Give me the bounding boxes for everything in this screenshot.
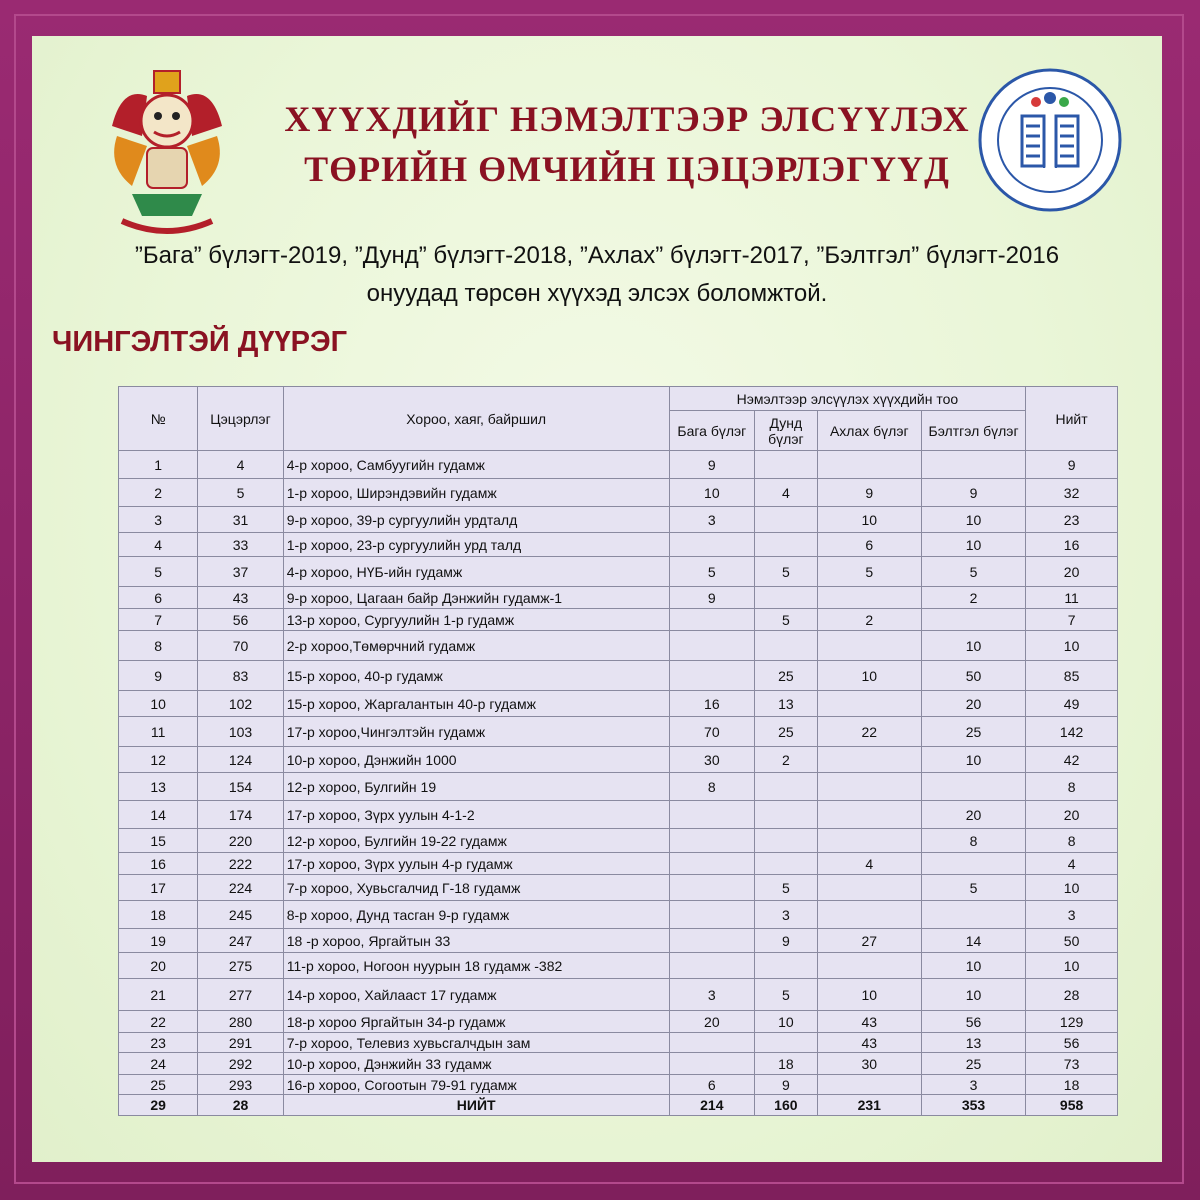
cell-akhlakh: 10 <box>817 507 921 533</box>
cell-baga <box>669 631 755 661</box>
cell-no: 7 <box>119 609 198 631</box>
cell-beltgel: 10 <box>921 631 1025 661</box>
cell-total: 20 <box>1026 801 1118 829</box>
cell-beltgel: 5 <box>921 875 1025 901</box>
cell-kg: 56 <box>198 609 284 631</box>
cell-addr: 7-р хороо, Телевиз хувьсгалчдын зам <box>283 1033 669 1053</box>
cell-beltgel <box>921 853 1025 875</box>
cell-akhlakh: 22 <box>817 717 921 747</box>
cell-akhlakh: 43 <box>817 1011 921 1033</box>
cell-kg: 220 <box>198 829 284 853</box>
header-no: № <box>119 387 198 451</box>
cell-no: 8 <box>119 631 198 661</box>
cell-baga: 9 <box>669 587 755 609</box>
cell-baga: 70 <box>669 717 755 747</box>
cell-kg: 70 <box>198 631 284 661</box>
cell-addr: 1-р хороо, 23-р сургуулийн урд талд <box>283 533 669 557</box>
cell-akhlakh <box>817 587 921 609</box>
cell-addr: 17-р хороо, Зүрх уулын 4-р гудамж <box>283 853 669 875</box>
cell-beltgel: 10 <box>921 507 1025 533</box>
cell-beltgel <box>921 451 1025 479</box>
table-row <box>119 979 1118 1011</box>
cell-beltgel: 10 <box>921 979 1025 1011</box>
cell-baga <box>669 1053 755 1075</box>
kindergarten-table <box>118 386 1118 1116</box>
table-row <box>119 875 1118 901</box>
cell-dund: 5 <box>755 609 818 631</box>
cell-total: 10 <box>1026 631 1118 661</box>
cell-akhlakh <box>817 691 921 717</box>
cell-no: 9 <box>119 661 198 691</box>
cell-akhlakh <box>817 801 921 829</box>
cell-dund <box>755 801 818 829</box>
cell-baga <box>669 829 755 853</box>
cell-total: 50 <box>1026 929 1118 953</box>
table-row <box>119 451 1118 479</box>
cell-addr: 17-р хороо, Зүрх уулын 4-1-2 <box>283 801 669 829</box>
cell-akhlakh <box>817 747 921 773</box>
table-row <box>119 853 1118 875</box>
cell-total: 49 <box>1026 691 1118 717</box>
cell-beltgel: 10 <box>921 533 1025 557</box>
cell-baga <box>669 875 755 901</box>
cell-kg: 174 <box>198 801 284 829</box>
cell-dund <box>755 829 818 853</box>
cell-kg: 83 <box>198 661 284 691</box>
cell-no: 11 <box>119 717 198 747</box>
header-dund: Дунд бүлэг <box>755 411 818 451</box>
cell-dund <box>755 533 818 557</box>
cell-total: 10 <box>1026 953 1118 979</box>
table-row <box>119 829 1118 853</box>
table-row <box>119 717 1118 747</box>
cell-baga: 10 <box>669 479 755 507</box>
cell-akhlakh: 6 <box>817 533 921 557</box>
cell-total: 18 <box>1026 1075 1118 1095</box>
cell-beltgel: 8 <box>921 829 1025 853</box>
cell-kg: 224 <box>198 875 284 901</box>
header-beltgel: Бэлтгэл бүлэг <box>921 411 1025 451</box>
header-kindergarten: Цэцэрлэг <box>198 387 284 451</box>
table-row <box>119 1011 1118 1033</box>
cell-beltgel: 10 <box>921 747 1025 773</box>
cell-addr: 14-р хороо, Хайлааст 17 гудамж <box>283 979 669 1011</box>
cell-beltgel: 9 <box>921 479 1025 507</box>
table-row <box>119 1075 1118 1095</box>
cell-kg: 4 <box>198 451 284 479</box>
cell-addr: 12-р хороо, Булгийн 19-22 гудамж <box>283 829 669 853</box>
cell-addr: 18 -р хороо, Яргайтын 33 <box>283 929 669 953</box>
cell-kg: 277 <box>198 979 284 1011</box>
table-header <box>119 387 1118 451</box>
cell-akhlakh: 4 <box>817 853 921 875</box>
cell-addr: 17-р хороо,Чингэлтэйн гудамж <box>283 717 669 747</box>
cell-total: 10 <box>1026 875 1118 901</box>
cell-total: 4 <box>1026 853 1118 875</box>
cell-addr: 9-р хороо, Цагаан байр Дэнжийн гудамж-1 <box>283 587 669 609</box>
cell-dund <box>755 631 818 661</box>
cell-total: 129 <box>1026 1011 1118 1033</box>
cell-kg: 33 <box>198 533 284 557</box>
cell-total: 16 <box>1026 533 1118 557</box>
cell-no: 24 <box>119 1053 198 1075</box>
total-cell-kg: 28 <box>198 1095 284 1116</box>
cell-no: 4 <box>119 533 198 557</box>
cell-beltgel: 20 <box>921 801 1025 829</box>
cell-no: 5 <box>119 557 198 587</box>
education-department-logo-icon <box>978 68 1122 212</box>
cell-beltgel: 56 <box>921 1011 1025 1033</box>
cell-total: 11 <box>1026 587 1118 609</box>
cell-addr: 15-р хороо, Жаргалантын 40-р гудамж <box>283 691 669 717</box>
total-cell-addr: НИЙТ <box>283 1095 669 1116</box>
cell-baga <box>669 533 755 557</box>
total-cell-no: 29 <box>119 1095 198 1116</box>
cell-akhlakh: 2 <box>817 609 921 631</box>
cell-baga <box>669 801 755 829</box>
coat-of-arms-icon <box>102 66 232 236</box>
table-row <box>119 533 1118 557</box>
cell-akhlakh: 5 <box>817 557 921 587</box>
page-title-line-1: ХҮҮХДИЙГ НЭМЭЛТЭЭР ЭЛСҮҮЛЭХ <box>284 99 970 139</box>
cell-beltgel: 5 <box>921 557 1025 587</box>
page-title-line-2: ТӨРИЙН ӨМЧИЙН ЦЭЦЭРЛЭГҮҮД <box>304 149 950 189</box>
cell-beltgel: 14 <box>921 929 1025 953</box>
content-panel <box>32 36 1162 1162</box>
cell-no: 14 <box>119 801 198 829</box>
cell-no: 25 <box>119 1075 198 1095</box>
cell-addr: 10-р хороо, Дэнжийн 33 гудамж <box>283 1053 669 1075</box>
cell-no: 13 <box>119 773 198 801</box>
cell-kg: 247 <box>198 929 284 953</box>
cell-akhlakh <box>817 451 921 479</box>
cell-akhlakh: 27 <box>817 929 921 953</box>
cell-beltgel <box>921 773 1025 801</box>
cell-kg: 222 <box>198 853 284 875</box>
cell-beltgel <box>921 901 1025 929</box>
cell-total: 73 <box>1026 1053 1118 1075</box>
table-row <box>119 507 1118 533</box>
table-row <box>119 691 1118 717</box>
cell-no: 1 <box>119 451 198 479</box>
table-row <box>119 901 1118 929</box>
cell-akhlakh <box>817 875 921 901</box>
cell-no: 21 <box>119 979 198 1011</box>
header-baga: Бага бүлэг <box>669 411 755 451</box>
cell-beltgel: 13 <box>921 1033 1025 1053</box>
cell-total: 7 <box>1026 609 1118 631</box>
cell-dund <box>755 587 818 609</box>
table-row <box>119 557 1118 587</box>
header-group: Нэмэлтээр элсүүлэх хүүхдийн тоо <box>669 387 1026 411</box>
cell-akhlakh: 10 <box>817 661 921 691</box>
cell-akhlakh <box>817 773 921 801</box>
total-cell-dund: 160 <box>755 1095 818 1116</box>
cell-dund: 9 <box>755 1075 818 1095</box>
cell-dund: 5 <box>755 557 818 587</box>
cell-total: 8 <box>1026 773 1118 801</box>
header-total: Нийт <box>1026 387 1118 451</box>
cell-baga: 8 <box>669 773 755 801</box>
cell-akhlakh: 10 <box>817 979 921 1011</box>
cell-addr: 4-р хороо, Самбуугийн гудамж <box>283 451 669 479</box>
cell-baga: 30 <box>669 747 755 773</box>
total-cell-akhlakh: 231 <box>817 1095 921 1116</box>
table-row <box>119 1053 1118 1075</box>
cell-baga: 9 <box>669 451 755 479</box>
cell-addr: 8-р хороо, Дунд тасган 9-р гудамж <box>283 901 669 929</box>
cell-no: 10 <box>119 691 198 717</box>
cell-kg: 5 <box>198 479 284 507</box>
cell-kg: 280 <box>198 1011 284 1033</box>
cell-kg: 103 <box>198 717 284 747</box>
cell-dund: 9 <box>755 929 818 953</box>
table-row <box>119 747 1118 773</box>
cell-kg: 245 <box>198 901 284 929</box>
cell-total: 9 <box>1026 451 1118 479</box>
table-row <box>119 661 1118 691</box>
cell-dund <box>755 1033 818 1053</box>
cell-dund <box>755 451 818 479</box>
cell-no: 17 <box>119 875 198 901</box>
cell-akhlakh: 30 <box>817 1053 921 1075</box>
cell-dund: 18 <box>755 1053 818 1075</box>
cell-dund <box>755 853 818 875</box>
cell-dund: 5 <box>755 979 818 1011</box>
table-row <box>119 479 1118 507</box>
cell-baga <box>669 901 755 929</box>
cell-total: 3 <box>1026 901 1118 929</box>
cell-dund: 13 <box>755 691 818 717</box>
table-body <box>119 451 1118 1116</box>
table-row <box>119 773 1118 801</box>
table-row <box>119 801 1118 829</box>
cell-addr: 10-р хороо, Дэнжийн 1000 <box>283 747 669 773</box>
cell-kg: 124 <box>198 747 284 773</box>
cell-baga <box>669 661 755 691</box>
cell-akhlakh: 9 <box>817 479 921 507</box>
cell-addr: 9-р хороо, 39-р сургуулийн урдталд <box>283 507 669 533</box>
cell-total: 8 <box>1026 829 1118 853</box>
cell-baga: 20 <box>669 1011 755 1033</box>
cell-no: 3 <box>119 507 198 533</box>
cell-dund: 25 <box>755 717 818 747</box>
cell-addr: 7-р хороо, Хувьсгалчид Г-18 гудамж <box>283 875 669 901</box>
cell-dund <box>755 773 818 801</box>
notice-line-2: онуудад төрсөн хүүхэд элсэх боломжтой. <box>366 280 828 307</box>
cell-baga <box>669 853 755 875</box>
cell-kg: 275 <box>198 953 284 979</box>
header-address: Хороо, хаяг, байршил <box>283 387 669 451</box>
cell-akhlakh <box>817 953 921 979</box>
total-cell-total: 958 <box>1026 1095 1118 1116</box>
cell-baga: 3 <box>669 979 755 1011</box>
cell-total: 142 <box>1026 717 1118 747</box>
table-total-row <box>119 1095 1118 1116</box>
cell-no: 23 <box>119 1033 198 1053</box>
cell-akhlakh <box>817 829 921 853</box>
cell-beltgel: 2 <box>921 587 1025 609</box>
cell-baga <box>669 953 755 979</box>
cell-addr: 12-р хороо, Булгийн 19 <box>283 773 669 801</box>
table-row <box>119 953 1118 979</box>
cell-baga: 5 <box>669 557 755 587</box>
cell-addr: 4-р хороо, НҮБ-ийн гудамж <box>283 557 669 587</box>
cell-baga <box>669 609 755 631</box>
cell-beltgel: 10 <box>921 953 1025 979</box>
kindergarten-table-wrap <box>118 386 1118 1116</box>
cell-total: 56 <box>1026 1033 1118 1053</box>
cell-dund: 5 <box>755 875 818 901</box>
cell-kg: 37 <box>198 557 284 587</box>
cell-akhlakh <box>817 901 921 929</box>
district-heading: ЧИНГЭЛТЭЙ ДҮҮРЭГ <box>52 326 348 358</box>
cell-total: 32 <box>1026 479 1118 507</box>
cell-kg: 292 <box>198 1053 284 1075</box>
cell-dund: 10 <box>755 1011 818 1033</box>
cell-baga: 16 <box>669 691 755 717</box>
cell-no: 18 <box>119 901 198 929</box>
cell-dund: 3 <box>755 901 818 929</box>
cell-total: 23 <box>1026 507 1118 533</box>
cell-dund: 4 <box>755 479 818 507</box>
cell-addr: 2-р хороо,Төмөрчний гудамж <box>283 631 669 661</box>
table-row <box>119 1033 1118 1053</box>
cell-addr: 16-р хороо, Согоотын 79-91 гудамж <box>283 1075 669 1095</box>
cell-addr: 11-р хороо, Ногоон нуурын 18 гудамж -382 <box>283 953 669 979</box>
cell-beltgel: 25 <box>921 1053 1025 1075</box>
cell-addr: 1-р хороо, Ширэндэвийн гудамж <box>283 479 669 507</box>
table-row <box>119 587 1118 609</box>
cell-kg: 154 <box>198 773 284 801</box>
cell-kg: 102 <box>198 691 284 717</box>
table-row <box>119 631 1118 661</box>
cell-no: 15 <box>119 829 198 853</box>
cell-no: 20 <box>119 953 198 979</box>
cell-baga: 6 <box>669 1075 755 1095</box>
cell-dund: 25 <box>755 661 818 691</box>
cell-dund: 2 <box>755 747 818 773</box>
cell-no: 16 <box>119 853 198 875</box>
cell-no: 19 <box>119 929 198 953</box>
cell-addr: 18-р хороо Яргайтын 34-р гудамж <box>283 1011 669 1033</box>
table-row <box>119 609 1118 631</box>
cell-total: 42 <box>1026 747 1118 773</box>
cell-beltgel: 20 <box>921 691 1025 717</box>
cell-kg: 291 <box>198 1033 284 1053</box>
notice-line-1: ”Бага” бүлэгт-2019, ”Дунд” бүлэгт-2018, ”Ахлах” бүлэгт-2017, ”Бэлтгэл” бүлэгт-2016 <box>134 242 1060 269</box>
cell-baga: 3 <box>669 507 755 533</box>
cell-kg: 31 <box>198 507 284 533</box>
header-akhlakh: Ахлах бүлэг <box>817 411 921 451</box>
cell-addr: 15-р хороо, 40-р гудамж <box>283 661 669 691</box>
cell-beltgel: 50 <box>921 661 1025 691</box>
cell-addr: 13-р хороо, Сургуулийн 1-р гудамж <box>283 609 669 631</box>
total-cell-baga: 214 <box>669 1095 755 1116</box>
cell-beltgel <box>921 609 1025 631</box>
cell-total: 85 <box>1026 661 1118 691</box>
cell-no: 12 <box>119 747 198 773</box>
total-cell-beltgel: 353 <box>921 1095 1025 1116</box>
cell-no: 2 <box>119 479 198 507</box>
cell-total: 20 <box>1026 557 1118 587</box>
cell-no: 6 <box>119 587 198 609</box>
cell-akhlakh <box>817 631 921 661</box>
cell-baga <box>669 929 755 953</box>
cell-dund <box>755 953 818 979</box>
cell-kg: 43 <box>198 587 284 609</box>
cell-kg: 293 <box>198 1075 284 1095</box>
cell-total: 28 <box>1026 979 1118 1011</box>
cell-beltgel: 3 <box>921 1075 1025 1095</box>
cell-no: 22 <box>119 1011 198 1033</box>
cell-baga <box>669 1033 755 1053</box>
cell-akhlakh: 43 <box>817 1033 921 1053</box>
cell-beltgel: 25 <box>921 717 1025 747</box>
cell-akhlakh <box>817 1075 921 1095</box>
cell-dund <box>755 507 818 533</box>
table-row <box>119 929 1118 953</box>
